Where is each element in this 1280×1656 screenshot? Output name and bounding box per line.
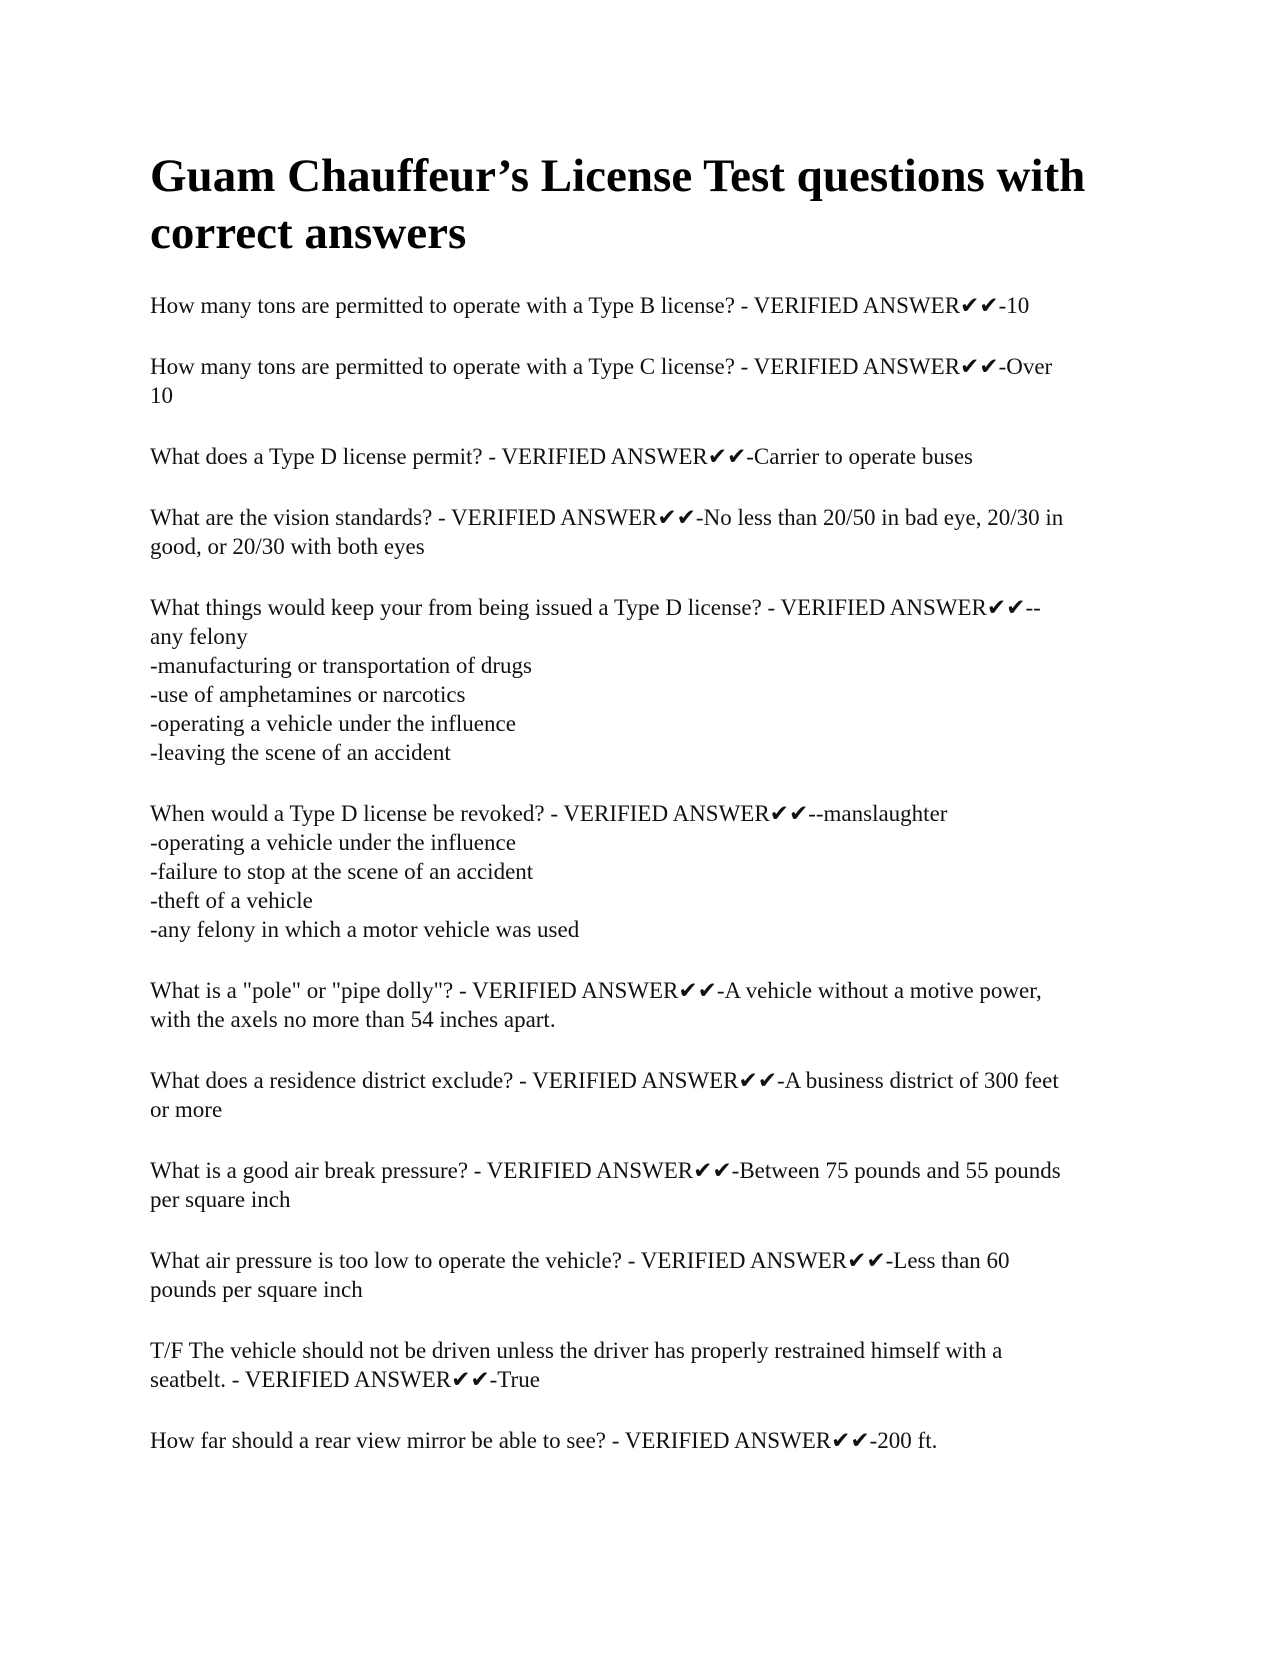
qa-entry: What does a residence district exclude? - VERIFIED ANSWER✔✔-A business district of 300 feet or more (150, 1068, 1059, 1122)
qa-entry: What are the vision standards? - VERIFIED ANSWER✔✔-No less than 20/50 in bad eye, 20/30 in good, or 20/30 with both eyes (150, 505, 1064, 559)
qa-entry: How far should a rear view mirror be able to see? - VERIFIED ANSWER✔✔-200 ft. (150, 1428, 938, 1453)
qa-entry: What is a good air break pressure? - VERIFIED ANSWER✔✔-Between 75 pounds and 55 pounds per square inch (150, 1158, 1061, 1212)
qa-entry: T/F The vehicle should not be driven unless the driver has properly restrained himself with a seatbelt. - VERIFIED ANSWER✔✔-True (150, 1338, 1003, 1392)
qa-entry: What is a "pole" or "pipe dolly"? - VERIFIED ANSWER✔✔-A vehicle without a motive power, with the axels no more than 54 inches apart. (150, 978, 1042, 1032)
qa-entry: How many tons are permitted to operate with a Type C license? - VERIFIED ANSWER✔✔-Over 10 (150, 354, 1053, 408)
document-title: Guam Chauffeur’s License Test questions with correct answers (150, 150, 1086, 259)
qa-entry: How many tons are permitted to operate with a Type B license? - VERIFIED ANSWER✔✔-10 (150, 293, 1030, 318)
qa-entry: When would a Type D license be revoked? - VERIFIED ANSWER✔✔--manslaughter -operating a vehicle under the influence -failure to stop at the scene of an accident -theft of a vehicle -any felony in which a motor vehicle was used (150, 801, 948, 942)
document-page (150, 148, 1140, 1487)
qa-entry: What things would keep your from being issued a Type D license? - VERIFIED ANSWER✔✔-- any felony -manufacturing or transportation of drugs -use of amphetamines or narcotics -operating a vehicle under the influence -leaving the scene of an accident (150, 595, 1041, 765)
qa-entry: What air pressure is too low to operate the vehicle? - VERIFIED ANSWER✔✔-Less than 60 pounds per square inch (150, 1248, 1010, 1302)
qa-entry: What does a Type D license permit? - VERIFIED ANSWER✔✔-Carrier to operate buses (150, 444, 973, 469)
